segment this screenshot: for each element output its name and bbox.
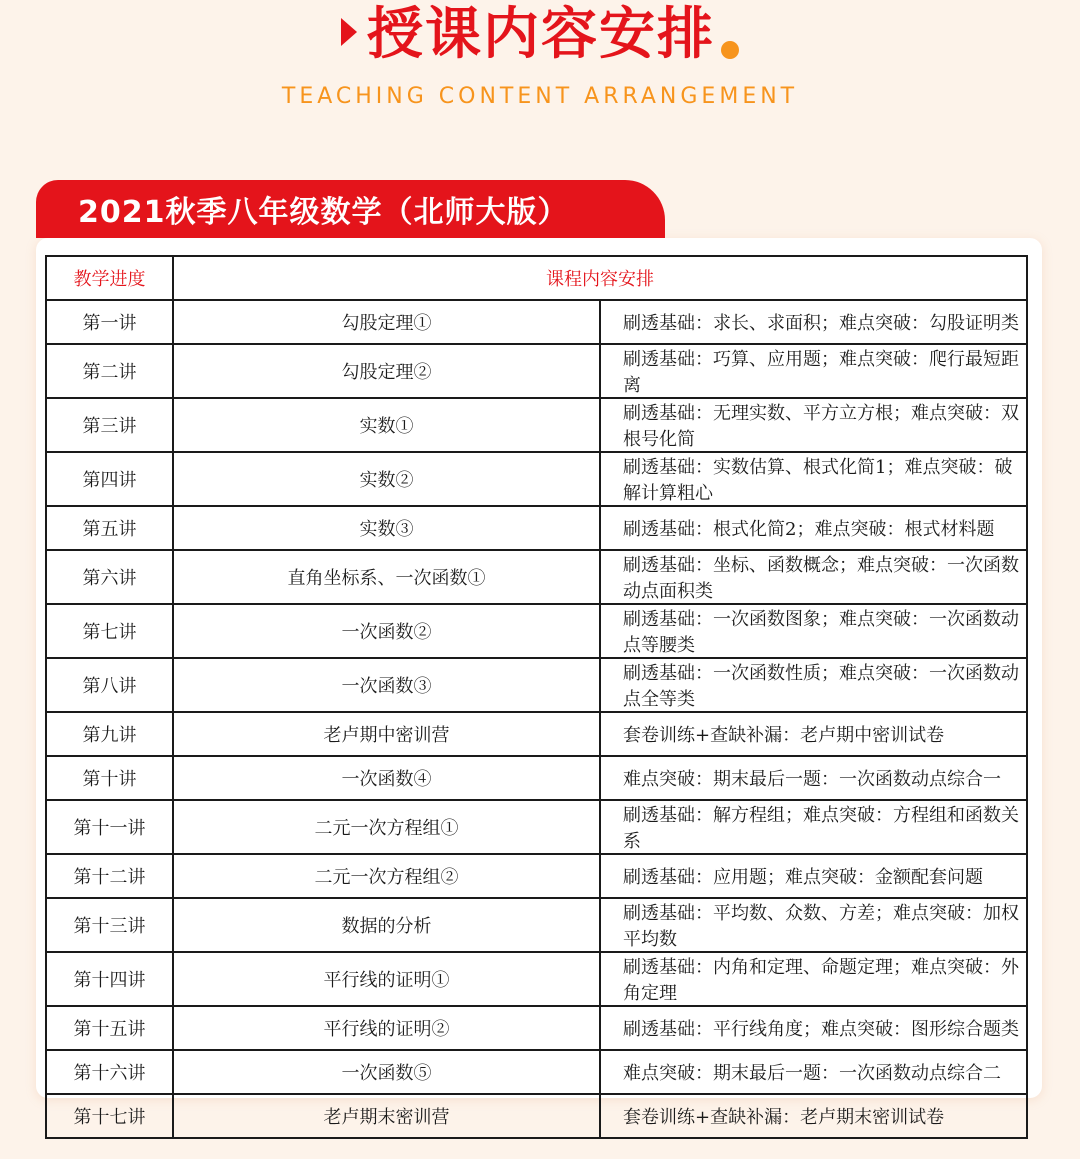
lesson-cell: 第一讲 [46,300,173,344]
detail-cell: 刷透基础：解方程组；难点突破：方程组和函数关系 [600,800,1027,854]
header-progress: 教学进度 [46,256,173,300]
detail-cell: 刷透基础：一次函数图象；难点突破：一次函数动点等腰类 [600,604,1027,658]
lesson-cell: 第十三讲 [46,898,173,952]
topic-cell: 勾股定理① [173,300,600,344]
course-tab [36,180,665,238]
lesson-cell: 第九讲 [46,712,173,756]
schedule-rows [46,300,1027,1138]
table-row [46,398,1027,452]
table-row [46,854,1027,898]
detail-cell: 刷透基础：平行线角度；难点突破：图形综合题类 [600,1006,1027,1050]
detail-cell: 刷透基础：巧算、应用题；难点突破：爬行最短距离 [600,344,1027,398]
table-row [46,604,1027,658]
title-row [0,0,1080,70]
topic-cell: 实数① [173,398,600,452]
table-row [46,898,1027,952]
topic-cell: 老卢期末密训营 [173,1094,600,1138]
table-row [46,800,1027,854]
detail-cell: 套卷训练+查缺补漏：老卢期中密训试卷 [600,712,1027,756]
detail-cell: 刷透基础：坐标、函数概念；难点突破：一次函数动点面积类 [600,550,1027,604]
page-title: 授课内容安排 [367,2,715,67]
table-row [46,344,1027,398]
course-tab-label: 2021秋季八年级数学（北师大版） [78,195,569,230]
lesson-cell: 第八讲 [46,658,173,712]
topic-cell: 平行线的证明② [173,1006,600,1050]
schedule-table [45,255,1028,1139]
table-row [46,1006,1027,1050]
lesson-cell: 第二讲 [46,344,173,398]
topic-cell: 平行线的证明① [173,952,600,1006]
table-row [46,1094,1027,1138]
topic-cell: 一次函数④ [173,756,600,800]
detail-cell: 套卷训练+查缺补漏：老卢期末密训试卷 [600,1094,1027,1138]
detail-cell: 刷透基础：无理实数、平方立方根；难点突破：双根号化简 [600,398,1027,452]
table-row [46,452,1027,506]
topic-cell: 直角坐标系、一次函数① [173,550,600,604]
topic-cell: 一次函数③ [173,658,600,712]
topic-cell: 实数② [173,452,600,506]
topic-cell: 一次函数② [173,604,600,658]
lesson-cell: 第六讲 [46,550,173,604]
detail-cell: 难点突破：期末最后一题：一次函数动点综合一 [600,756,1027,800]
detail-cell: 刷透基础：平均数、众数、方差；难点突破：加权平均数 [600,898,1027,952]
table-row [46,1050,1027,1094]
page-subtitle: TEACHING CONTENT ARRANGEMENT [281,84,799,109]
title-arrow-icon [341,18,357,46]
table-row [46,300,1027,344]
topic-cell: 勾股定理② [173,344,600,398]
detail-cell: 刷透基础：求长、求面积；难点突破：勾股证明类 [600,300,1027,344]
lesson-cell: 第十七讲 [46,1094,173,1138]
lesson-cell: 第十讲 [46,756,173,800]
lesson-cell: 第十二讲 [46,854,173,898]
detail-cell: 难点突破：期末最后一题：一次函数动点综合二 [600,1050,1027,1094]
lesson-cell: 第四讲 [46,452,173,506]
table-row [46,506,1027,550]
lesson-cell: 第十一讲 [46,800,173,854]
table-row [46,756,1027,800]
title-dot-icon [721,41,739,59]
detail-cell: 刷透基础：实数估算、根式化简1；难点突破：破解计算粗心 [600,452,1027,506]
header-content: 课程内容安排 [173,256,1027,300]
lesson-cell: 第七讲 [46,604,173,658]
detail-cell: 刷透基础：一次函数性质；难点突破：一次函数动点全等类 [600,658,1027,712]
lesson-cell: 第十五讲 [46,1006,173,1050]
lesson-cell: 第五讲 [46,506,173,550]
lesson-cell: 第十四讲 [46,952,173,1006]
table-row [46,952,1027,1006]
detail-cell: 刷透基础：内角和定理、命题定理；难点突破：外角定理 [600,952,1027,1006]
table-row [46,550,1027,604]
topic-cell: 一次函数⑤ [173,1050,600,1094]
table-header-row [46,256,1027,300]
topic-cell: 数据的分析 [173,898,600,952]
topic-cell: 老卢期中密训营 [173,712,600,756]
lesson-cell: 第三讲 [46,398,173,452]
detail-cell: 刷透基础：应用题；难点突破：金额配套问题 [600,854,1027,898]
table-row [46,658,1027,712]
topic-cell: 二元一次方程组② [173,854,600,898]
detail-cell: 刷透基础：根式化简2；难点突破：根式材料题 [600,506,1027,550]
table-row [46,712,1027,756]
topic-cell: 实数③ [173,506,600,550]
lesson-cell: 第十六讲 [46,1050,173,1094]
topic-cell: 二元一次方程组① [173,800,600,854]
page-header [0,0,1080,130]
